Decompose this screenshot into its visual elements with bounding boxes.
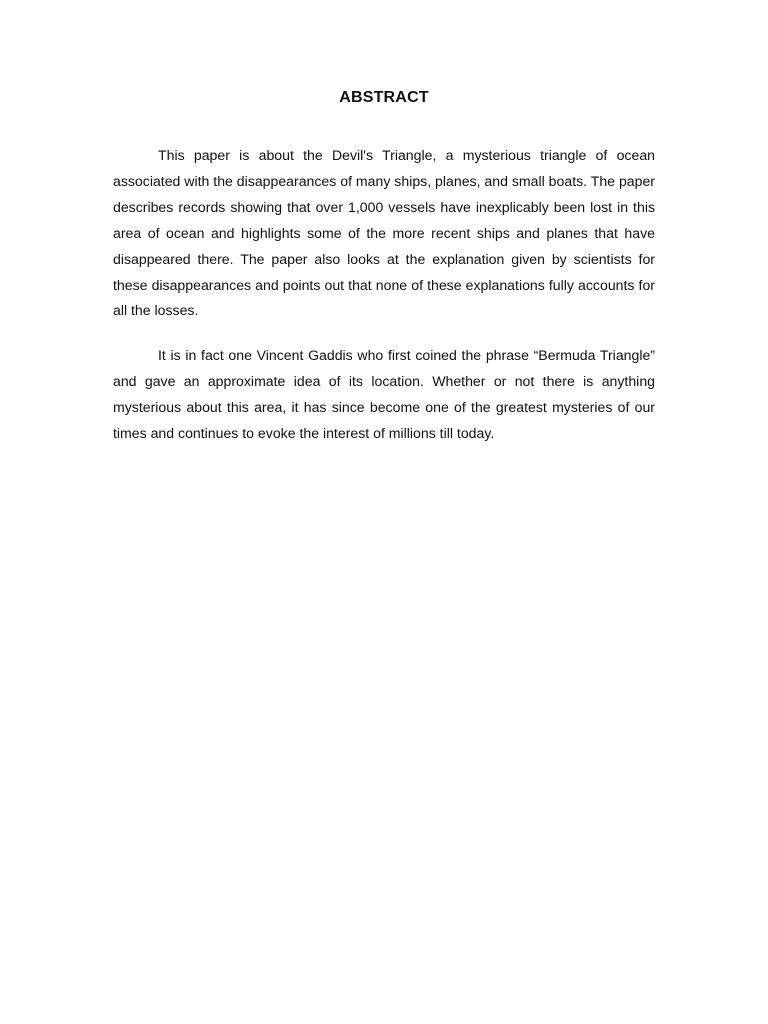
page-title: ABSTRACT [339,89,429,106]
abstract-body [113,143,655,466]
abstract-paragraph-2: It is in fact one Vincent Gaddis who first coined the phrase “Bermuda Triangle” and gave an approximate idea of its location. Whether or not there is anything mysterious about this area, it has since become one of the greatest mysteries of our times and continues to evoke the interest of millions till today. [113,347,655,442]
abstract-paragraph-1: This paper is about the Devil's Triangle, a mysterious triangle of ocean associated with the disappearances of many ships, planes, and small boats. The paper describes records showing that over 1,000 vessels have inexplicably been lost in this area of ocean and highlights some of the more recent ships and planes that have disappeared there. The paper also looks at the explanation given by scientists for these disappearances and points out that none of these explanations fully accounts for all the losses. [113,147,655,319]
